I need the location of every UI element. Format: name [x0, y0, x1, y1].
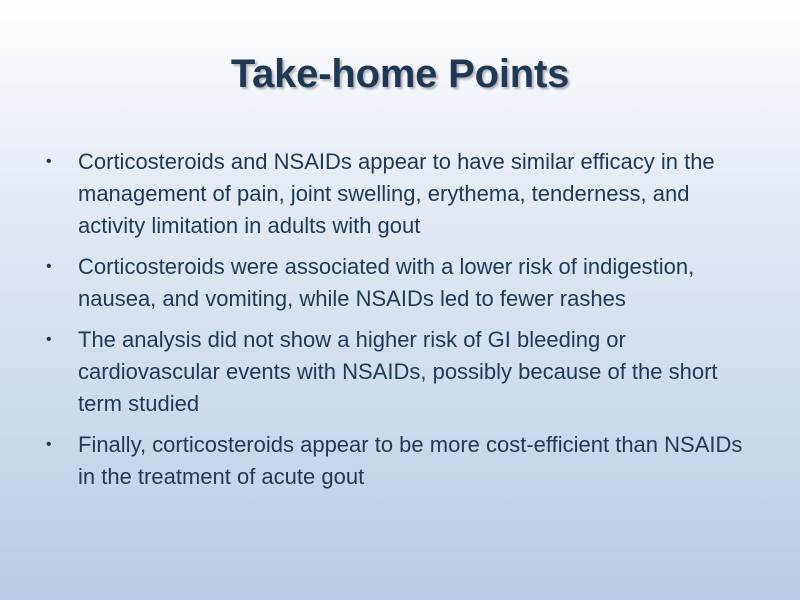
bullet-text: Corticosteroids and NSAIDs appear to have similar efficacy in the management of pain, joint swelling, erythema, tenderness, and activity limitation in adults with gout [78, 149, 715, 238]
bullet-dot-icon: • [46, 258, 52, 275]
bullet-text: Corticosteroids were associated with a lower risk of indigestion, nausea, and vomiting, while NSAIDs led to fewer rashes [78, 254, 695, 311]
bullet-item [42, 324, 752, 420]
bullet-dot-icon: • [46, 153, 52, 170]
bullet-text: Finally, corticosteroids appear to be more cost-efficient than NSAIDs in the treatment of acute gout [78, 432, 743, 489]
bullet-text: The analysis did not show a higher risk of GI bleeding or cardiovascular events with NSAIDs, possibly because of the short term studied [78, 327, 718, 416]
bullet-item [42, 251, 752, 315]
bullet-item [42, 146, 752, 242]
bullet-dot-icon: • [46, 436, 52, 453]
bullet-dot-icon: • [46, 331, 52, 348]
bullet-list [42, 146, 752, 502]
slide-title: Take-home Points [230, 52, 570, 96]
bullet-item [42, 429, 752, 493]
